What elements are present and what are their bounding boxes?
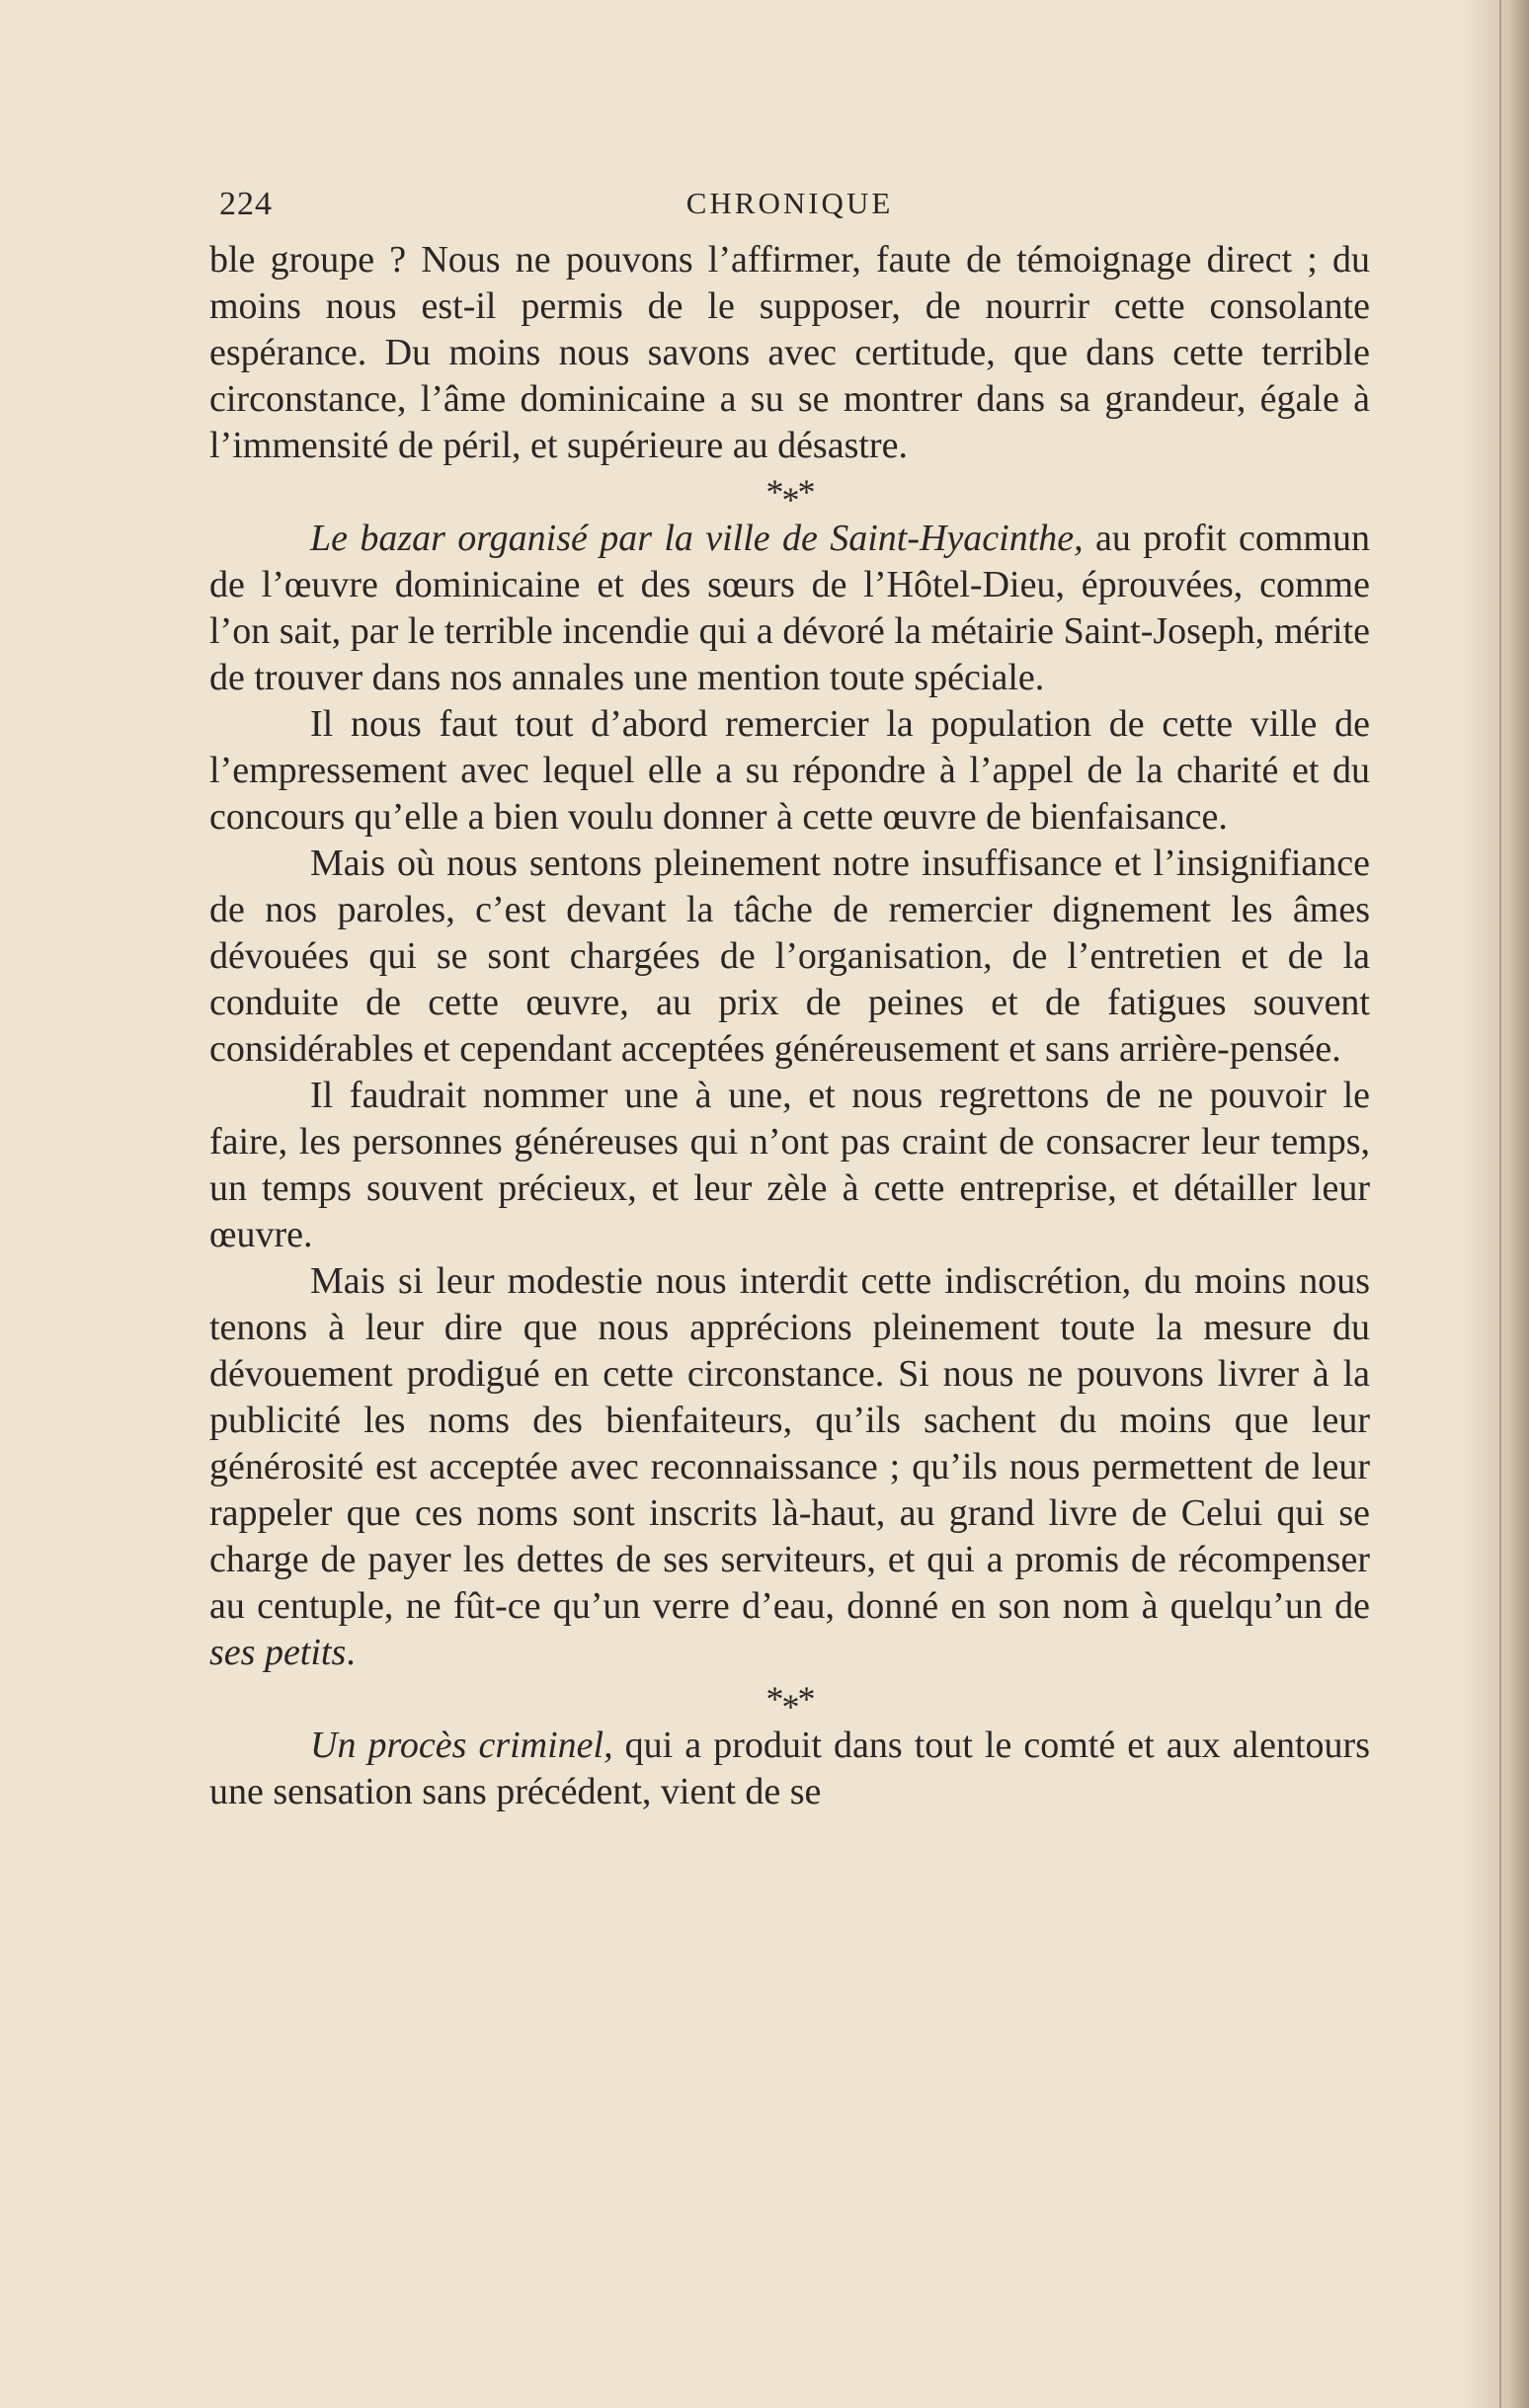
running-header	[209, 178, 1370, 237]
body-text	[209, 237, 1370, 1815]
page-edge-shadow	[1460, 0, 1529, 2408]
asterism-glyph: ***	[765, 472, 814, 520]
paragraph-7-lead: Un procès criminel,	[310, 1725, 613, 1766]
paragraph-3: Il nous faut tout d’abord remercier la population de cette ville de l’empressement avec lequel elle a su répondre à l’appel de la charité et du concours qu’elle a bien voulu donner à cette œuvre de bienfaisance.	[209, 703, 1370, 838]
book-page	[209, 178, 1370, 2193]
page-edge	[1499, 0, 1501, 2408]
paragraph-2-lead: Le bazar organisé par la ville de Saint-Hyacinthe,	[310, 518, 1084, 559]
paragraph-6-end: .	[346, 1632, 356, 1673]
running-title: CHRONIQUE	[685, 186, 894, 220]
section-separator-2	[209, 1676, 1370, 1726]
paragraph-4: Mais où nous sentons pleinement notre insuffisance et l’insignifiance de nos paroles, c’est devant la tâche de remercier dignement les âmes dévouées qui se sont chargées de l’organisation, de l’entretien et de la conduite de cette œuvre, au prix de peines et de fatigues souvent considérables et cependant acceptées généreusement et sans arrière-pensée.	[209, 843, 1370, 1070]
paragraph-6	[209, 1258, 1370, 1676]
paragraph-1: ble groupe ? Nous ne pouvons l’affirmer, faute de témoignage direct ; du moins nous est-il permis de le supposer, de nourrir cette consolante espérance. Du moins nous savons avec certitude, que dans cette terrible circonstance, l’âme dominicaine a su se montrer dans sa grandeur, égale à l’immensité de péril, et supérieure au désastre.	[209, 239, 1370, 466]
paragraph-6-text: Mais si leur modestie nous interdit cette indiscrétion, du moins nous tenons à leur dire que nous apprécions pleinement toute la mesure du dévouement prodigué en cette circonstance. Si nous ne pouvons livrer à la publicité les noms des bienfaiteurs, qu’ils sachent du moins que leur générosité est acceptée avec reconnaissance ; qu’ils nous permettent de leur rappeler que ces noms sont inscrits là-haut, au grand livre de Celui qui se charge de payer les dettes de ses serviteurs, et qui a promis de récompenser au centuple, ne fût-ce qu’un verre d’eau, donné en son nom à quelqu’un de	[209, 1260, 1370, 1627]
paragraph-7-text: qui a produit dans tout le comté et aux alentours une sensation sans précédent, vient de se	[209, 1725, 1370, 1812]
paragraph-6-italic: ses petits	[209, 1632, 347, 1673]
asterism-glyph: ***	[765, 1679, 814, 1726]
paragraph-7	[209, 1723, 1370, 1815]
section-separator-1	[209, 469, 1370, 520]
page-number: 224	[219, 186, 273, 222]
paragraph-2-text: au profit commun de l’œuvre dominicaine et des sœurs de l’Hôtel-Dieu, éprouvées, comme l’on sait, par le terrible incendie qui a dévoré la métairie Saint-Joseph, mérite de trouver dans nos annales une mention toute spéciale.	[209, 518, 1370, 698]
paragraph-5: Il faudrait nommer une à une, et nous regrettons de ne pouvoir le faire, les personnes généreuses qui n’ont pas craint de consacrer leur temps, un temps souvent précieux, et leur zèle à cette entreprise, et détailler leur œuvre.	[209, 1075, 1370, 1255]
paragraph-2	[209, 516, 1370, 701]
